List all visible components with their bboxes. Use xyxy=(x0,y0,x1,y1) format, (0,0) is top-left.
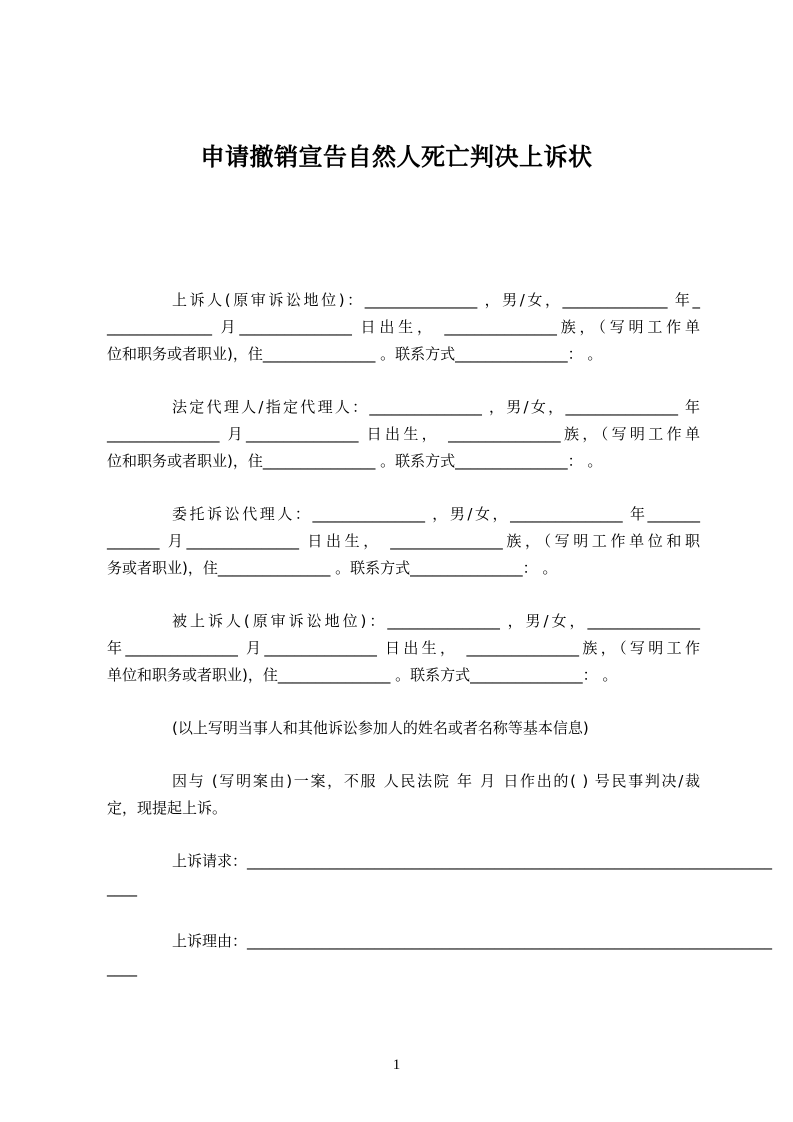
appeal-reason-blank: ______________________________________________________________________ xyxy=(247,932,773,950)
document-title: 申请撤销宣告自然人死亡判决上诉状 xyxy=(200,143,593,171)
legal-representative-line: _______________ 月_______________ 日出生， _______________族，（写明工作单 xyxy=(107,425,700,443)
legal-representative-line: 位和职务或者职业)，住_______________ 。联系方式_______________： 。 xyxy=(107,452,603,470)
appeal-reason-continuation: ____ xyxy=(107,959,137,977)
appeal-request-continuation: ____ xyxy=(107,879,137,897)
legal-representative-line: 法定代理人/指定代理人：_______________ ，男/女，_______________ 年 xyxy=(172,398,700,416)
appellant-line: ______________ 月_______________ 日出生， _______________族，（写明工作单 xyxy=(107,318,700,336)
appeal-reason-label: 上诉理由： xyxy=(172,932,248,950)
entrusted-agent-line: 务或者职业)，住_______________ 。联系方式_______________： 。 xyxy=(107,559,558,577)
appeal-statement-line: 因与 (写明案由)一案，不服 人民法院 年 月 日作出的( ) 号民事判决/裁 xyxy=(172,772,700,790)
document-body xyxy=(107,287,773,1008)
appellee-line: 年_______________ 月_______________ 日出生， _______________族，（写明工作 xyxy=(107,639,700,657)
appellee-paragraph xyxy=(107,608,700,689)
appeal-request-label: 上诉请求： xyxy=(172,852,248,870)
appellee-line: 单位和职务或者职业)，住_______________ 。联系方式_______________： 。 xyxy=(107,666,618,684)
entrusted-agent-paragraph xyxy=(107,501,700,582)
appeal-request-paragraph xyxy=(107,848,773,902)
appeal-request-line xyxy=(107,848,773,875)
appellant-paragraph xyxy=(107,287,700,368)
appeal-statement-line: 定，现提起上诉。 xyxy=(107,799,228,817)
party-info-note-line: (以上写明当事人和其他诉讼参加人的姓名或者名称等基本信息) xyxy=(172,719,589,737)
entrusted-agent-line: 委托诉讼代理人：_______________ ，男/女，_______________ 年_______ xyxy=(172,505,700,523)
appeal-reason-paragraph xyxy=(107,928,773,982)
appellant-line: 上诉人(原审诉讼地位)：_______________ ，男/女，______________ 年_ xyxy=(172,291,700,309)
legal-representative-paragraph xyxy=(107,394,700,475)
appeal-statement-paragraph xyxy=(107,768,700,822)
entrusted-agent-line: _______ 月_______________ 日出生， _______________族，（写明工作单位和职 xyxy=(107,532,700,550)
party-info-note-paragraph xyxy=(107,715,700,742)
appellant-line: 位和职务或者职业)，住_______________ 。联系方式_______________： 。 xyxy=(107,345,603,363)
page-number: 1 xyxy=(392,1057,401,1073)
appellee-line: 被上诉人(原审诉讼地位)：_______________ ，男/女，_______________ xyxy=(172,612,700,630)
appeal-reason-line xyxy=(107,928,773,955)
appeal-request-blank: ______________________________________________________________________ xyxy=(247,852,773,870)
